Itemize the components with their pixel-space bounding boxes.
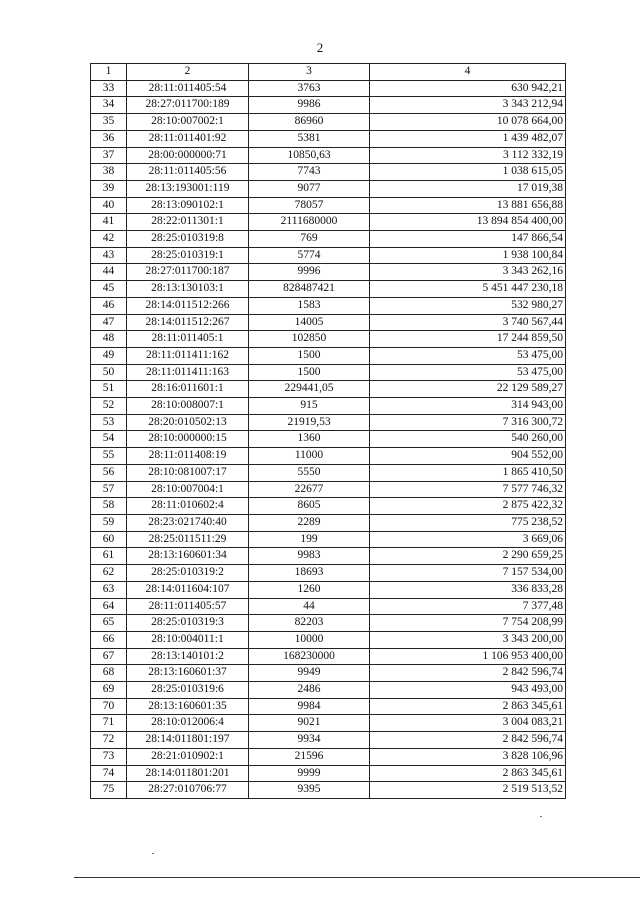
cadastral-value: 5 451 447 230,18 [370, 281, 566, 298]
cadastral-number: 28:25:011511:29 [127, 531, 249, 548]
area-value: 828487421 [249, 281, 370, 298]
area-value: 2289 [249, 514, 370, 531]
row-number: 42 [91, 231, 127, 248]
cadastral-value: 13 894 854 400,00 [370, 214, 566, 231]
cadastral-number: 28:20:010502:13 [127, 414, 249, 431]
row-number: 46 [91, 297, 127, 314]
area-value: 9934 [249, 732, 370, 749]
table-row [91, 548, 566, 565]
cadastral-value: 1 938 100,84 [370, 247, 566, 264]
column-header-area: 3 [249, 64, 370, 81]
row-number: 45 [91, 281, 127, 298]
area-value: 9983 [249, 548, 370, 565]
row-number: 44 [91, 264, 127, 281]
area-value: 102850 [249, 331, 370, 348]
area-value: 9999 [249, 765, 370, 782]
cadastral-number: 28:27:011700:187 [127, 264, 249, 281]
row-number: 54 [91, 431, 127, 448]
cadastral-number: 28:13:193001:119 [127, 180, 249, 197]
area-value: 1583 [249, 297, 370, 314]
cadastral-value: 17 244 859,50 [370, 331, 566, 348]
area-value: 9949 [249, 665, 370, 682]
area-value: 11000 [249, 448, 370, 465]
cadastral-number: 28:13:160601:37 [127, 665, 249, 682]
cadastral-value: 1 038 615,05 [370, 164, 566, 181]
area-value: 2111680000 [249, 214, 370, 231]
table-row [91, 748, 566, 765]
row-number: 60 [91, 531, 127, 548]
table-row [91, 80, 566, 97]
cadastral-number: 28:10:007004:1 [127, 481, 249, 498]
row-number: 66 [91, 631, 127, 648]
table-row [91, 765, 566, 782]
area-value: 9984 [249, 698, 370, 715]
area-value: 9021 [249, 715, 370, 732]
row-number: 57 [91, 481, 127, 498]
row-number: 49 [91, 347, 127, 364]
table-row [91, 231, 566, 248]
cadastral-number: 28:10:007002:1 [127, 114, 249, 131]
cadastral-value: 1 439 482,07 [370, 130, 566, 147]
cadastral-number: 28:10:081007:17 [127, 464, 249, 481]
row-number: 43 [91, 247, 127, 264]
row-number: 67 [91, 648, 127, 665]
area-value: 5381 [249, 130, 370, 147]
table-row [91, 398, 566, 415]
row-number: 41 [91, 214, 127, 231]
row-number: 39 [91, 180, 127, 197]
cadastral-number: 28:10:012006:4 [127, 715, 249, 732]
row-number: 38 [91, 164, 127, 181]
cadastral-value: 775 238,52 [370, 514, 566, 531]
area-value: 199 [249, 531, 370, 548]
table-row [91, 364, 566, 381]
table-row [91, 97, 566, 114]
row-number: 68 [91, 665, 127, 682]
cadastral-number: 28:25:010319:2 [127, 565, 249, 582]
row-number: 74 [91, 765, 127, 782]
table-row [91, 615, 566, 632]
row-number: 37 [91, 147, 127, 164]
cadastral-value: 3 004 083,21 [370, 715, 566, 732]
cadastral-number: 28:25:010319:3 [127, 615, 249, 632]
cadastral-number: 28:14:011512:267 [127, 314, 249, 331]
row-number: 55 [91, 448, 127, 465]
row-number: 36 [91, 130, 127, 147]
cadastral-value: 3 669,06 [370, 531, 566, 548]
cadastral-value: 3 343 212,94 [370, 97, 566, 114]
cadastral-number: 28:11:011401:92 [127, 130, 249, 147]
table-row [91, 648, 566, 665]
table-row [91, 414, 566, 431]
cadastral-value: 2 875 422,32 [370, 498, 566, 515]
table-row [91, 531, 566, 548]
cadastral-value: 2 519 513,52 [370, 782, 566, 799]
table-row [91, 347, 566, 364]
table-row [91, 732, 566, 749]
row-number: 48 [91, 331, 127, 348]
row-number: 40 [91, 197, 127, 214]
area-value: 3763 [249, 80, 370, 97]
area-value: 5774 [249, 247, 370, 264]
row-number: 63 [91, 581, 127, 598]
cadastral-value: 22 129 589,27 [370, 381, 566, 398]
table-row [91, 698, 566, 715]
cadastral-number: 28:16:011601:1 [127, 381, 249, 398]
cadastral-number: 28:25:010319:8 [127, 231, 249, 248]
cadastral-value: 7 577 746,32 [370, 481, 566, 498]
table-row [91, 631, 566, 648]
cadastral-value: 3 740 567,44 [370, 314, 566, 331]
table-row [91, 431, 566, 448]
column-header-number: 1 [91, 64, 127, 81]
cadastral-number: 28:14:011801:197 [127, 732, 249, 749]
cadastral-value: 7 316 300,72 [370, 414, 566, 431]
row-number: 75 [91, 782, 127, 799]
table-row [91, 782, 566, 799]
cadastral-value: 3 112 332,19 [370, 147, 566, 164]
area-value: 14005 [249, 314, 370, 331]
area-value: 10850,63 [249, 147, 370, 164]
table-row [91, 214, 566, 231]
cadastral-value: 1 865 410,50 [370, 464, 566, 481]
cadastral-number: 28:13:130103:1 [127, 281, 249, 298]
row-number: 33 [91, 80, 127, 97]
row-number: 51 [91, 381, 127, 398]
cadastral-value: 2 842 596,74 [370, 665, 566, 682]
cadastral-number: 28:00:000000:71 [127, 147, 249, 164]
cadastral-number: 28:25:010319:6 [127, 682, 249, 699]
table-row [91, 314, 566, 331]
area-value: 22677 [249, 481, 370, 498]
row-number: 47 [91, 314, 127, 331]
row-number: 53 [91, 414, 127, 431]
row-number: 62 [91, 565, 127, 582]
area-value: 1500 [249, 364, 370, 381]
scan-speck [152, 853, 154, 854]
cadastral-number: 28:10:004011:1 [127, 631, 249, 648]
row-number: 61 [91, 548, 127, 565]
land-plot-table [90, 63, 566, 799]
area-value: 1260 [249, 581, 370, 598]
table-row [91, 682, 566, 699]
cadastral-value: 2 863 345,61 [370, 765, 566, 782]
row-number: 34 [91, 97, 127, 114]
row-number: 72 [91, 732, 127, 749]
area-value: 1360 [249, 431, 370, 448]
area-value: 9986 [249, 97, 370, 114]
area-value: 78057 [249, 197, 370, 214]
cadastral-number: 28:11:010602:4 [127, 498, 249, 515]
area-value: 82203 [249, 615, 370, 632]
area-value: 9077 [249, 180, 370, 197]
area-value: 1500 [249, 347, 370, 364]
table-row [91, 297, 566, 314]
table-row [91, 448, 566, 465]
cadastral-value: 13 881 656,88 [370, 197, 566, 214]
page-number: 2 [316, 40, 324, 55]
table-row [91, 598, 566, 615]
cadastral-value: 943 493,00 [370, 682, 566, 699]
row-number: 35 [91, 114, 127, 131]
cadastral-number: 28:13:090102:1 [127, 197, 249, 214]
table-row [91, 147, 566, 164]
area-value: 769 [249, 231, 370, 248]
area-value: 21919,53 [249, 414, 370, 431]
table-row [91, 281, 566, 298]
table-row [91, 247, 566, 264]
area-value: 8605 [249, 498, 370, 515]
area-value: 5550 [249, 464, 370, 481]
cadastral-number: 28:27:010706:77 [127, 782, 249, 799]
table-row [91, 114, 566, 131]
area-value: 229441,05 [249, 381, 370, 398]
table-row [91, 498, 566, 515]
table-row [91, 481, 566, 498]
table-row [91, 665, 566, 682]
table-header-row [91, 64, 566, 81]
row-number: 58 [91, 498, 127, 515]
cadastral-number: 28:22:011301:1 [127, 214, 249, 231]
cadastral-number: 28:13:160601:34 [127, 548, 249, 565]
row-number: 50 [91, 364, 127, 381]
cadastral-value: 540 260,00 [370, 431, 566, 448]
cadastral-value: 53 475,00 [370, 347, 566, 364]
cadastral-number: 28:11:011411:162 [127, 347, 249, 364]
cadastral-value: 17 019,38 [370, 180, 566, 197]
cadastral-value: 3 343 262,16 [370, 264, 566, 281]
table-row [91, 180, 566, 197]
row-number: 69 [91, 682, 127, 699]
cadastral-number: 28:13:160601:35 [127, 698, 249, 715]
cadastral-value: 7 377,48 [370, 598, 566, 615]
cadastral-value: 3 828 106,96 [370, 748, 566, 765]
cadastral-number: 28:14:011801:201 [127, 765, 249, 782]
cadastral-value: 7 157 534,00 [370, 565, 566, 582]
area-value: 168230000 [249, 648, 370, 665]
cadastral-number: 28:11:011405:54 [127, 80, 249, 97]
cadastral-number: 28:11:011405:56 [127, 164, 249, 181]
cadastral-number: 28:11:011405:57 [127, 598, 249, 615]
cadastral-number: 28:25:010319:1 [127, 247, 249, 264]
cadastral-number: 28:11:011405:1 [127, 331, 249, 348]
area-value: 9395 [249, 782, 370, 799]
cadastral-number: 28:11:011411:163 [127, 364, 249, 381]
area-value: 9996 [249, 264, 370, 281]
cadastral-number: 28:10:000000:15 [127, 431, 249, 448]
cadastral-number: 28:14:011604:107 [127, 581, 249, 598]
cadastral-value: 532 980,27 [370, 297, 566, 314]
table-row [91, 164, 566, 181]
row-number: 59 [91, 514, 127, 531]
cadastral-value: 147 866,54 [370, 231, 566, 248]
row-number: 73 [91, 748, 127, 765]
cadastral-value: 2 863 345,61 [370, 698, 566, 715]
cadastral-value: 3 343 200,00 [370, 631, 566, 648]
cadastral-value: 2 842 596,74 [370, 732, 566, 749]
table-row [91, 581, 566, 598]
bottom-divider [74, 877, 640, 878]
row-number: 64 [91, 598, 127, 615]
cadastral-number: 28:21:010902:1 [127, 748, 249, 765]
cadastral-number: 28:13:140101:2 [127, 648, 249, 665]
cadastral-value: 2 290 659,25 [370, 548, 566, 565]
area-value: 2486 [249, 682, 370, 699]
table-row [91, 514, 566, 531]
table-row [91, 264, 566, 281]
table-row [91, 381, 566, 398]
row-number: 56 [91, 464, 127, 481]
cadastral-value: 1 106 953 400,00 [370, 648, 566, 665]
cadastral-number: 28:23:021740:40 [127, 514, 249, 531]
cadastral-number: 28:11:011408:19 [127, 448, 249, 465]
cadastral-value: 53 475,00 [370, 364, 566, 381]
area-value: 10000 [249, 631, 370, 648]
cadastral-value: 630 942,21 [370, 80, 566, 97]
cadastral-number: 28:27:011700:189 [127, 97, 249, 114]
table-row [91, 565, 566, 582]
cadastral-value: 7 754 208,99 [370, 615, 566, 632]
cadastral-number: 28:10:008007:1 [127, 398, 249, 415]
row-number: 65 [91, 615, 127, 632]
table-body [91, 80, 566, 798]
cadastral-value: 904 552,00 [370, 448, 566, 465]
column-header-cadastral-number: 2 [127, 64, 249, 81]
table-row [91, 130, 566, 147]
area-value: 44 [249, 598, 370, 615]
table-row [91, 197, 566, 214]
row-number: 52 [91, 398, 127, 415]
cadastral-number: 28:14:011512:266 [127, 297, 249, 314]
cadastral-value: 336 833,28 [370, 581, 566, 598]
area-value: 86960 [249, 114, 370, 131]
cadastral-value: 314 943,00 [370, 398, 566, 415]
area-value: 7743 [249, 164, 370, 181]
area-value: 21596 [249, 748, 370, 765]
table-row [91, 715, 566, 732]
scan-speck [540, 816, 542, 817]
row-number: 70 [91, 698, 127, 715]
area-value: 915 [249, 398, 370, 415]
area-value: 18693 [249, 565, 370, 582]
row-number: 71 [91, 715, 127, 732]
column-header-value: 4 [370, 64, 566, 81]
table-row [91, 464, 566, 481]
cadastral-value: 10 078 664,00 [370, 114, 566, 131]
table-row [91, 331, 566, 348]
